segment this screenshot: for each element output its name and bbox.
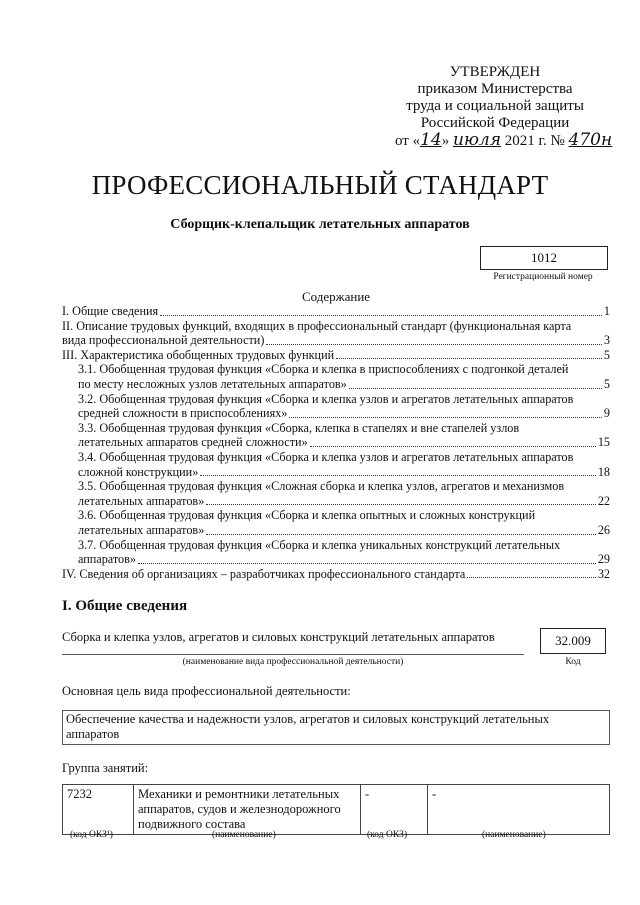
toc-page: 22 (597, 493, 610, 508)
handwritten-order-number: 470н (568, 130, 613, 150)
toc-page: 3 (603, 333, 610, 348)
registration-number-box: 1012 (480, 246, 608, 270)
goal-label: Основная цель вида профессиональной деятельности: (62, 684, 351, 698)
registration-number-label: Регистрационный номер (493, 272, 593, 282)
toc-entry-text-line1: 3.6. Обобщенная трудовая функция «Сборка и клепка опытных и сложных конструкций (78, 508, 536, 523)
toc-entry-text: I. Общие сведения (62, 304, 159, 318)
toc-entry-text-line1: 3.3. Обобщенная трудовая функция «Сборка, клепка в стапелях и вне стапелей узлов (78, 420, 520, 435)
caption-name1: (наименование) (212, 830, 276, 840)
okz-name-cell: Механики и ремонтники летательных аппаратов, судов и железнодорожного подвижного состава (134, 785, 361, 835)
caption-name2: (наименование) (482, 830, 546, 840)
toc-entry-3-7[interactable] (62, 538, 610, 567)
toc-page: 9 (603, 406, 610, 421)
okz-code-cell-2: - (361, 785, 428, 835)
toc-entry-3-3[interactable] (62, 421, 610, 450)
toc-entry-text-line1: II. Описание трудовых функций, входящих в профессиональный стандарт (функциональная карта (62, 318, 572, 333)
toc-entry-text: летательных аппаратов» (78, 522, 205, 537)
toc-entry-text: III. Характеристика обобщенных трудовых функций (62, 347, 335, 362)
toc-entry-text-line1: 3.5. Обобщенная трудовая функция «Сложная сборка и клепка узлов, агрегатов и механизмов (78, 479, 565, 494)
okz-name-cell-2: - (428, 785, 610, 835)
activity-code-box: 32.009 (540, 628, 606, 654)
toc-entry-3-4[interactable] (62, 450, 610, 479)
occupation-group-label: Группа занятий: (62, 761, 149, 775)
date-prefix: от « (395, 133, 421, 149)
section-heading: I. Общие сведения (62, 598, 188, 614)
toc-entry-3-2[interactable] (62, 392, 610, 421)
approval-date-line (395, 130, 613, 150)
toc-entry-text-line1: 3.4. Обобщенная трудовая функция «Сборка и клепка узлов и агрегатов летательных аппаратов (78, 449, 574, 464)
toc-entry-text: сложной конструкции» (78, 464, 199, 479)
activity-underline (62, 654, 524, 655)
occupation-group-table (62, 784, 610, 835)
toc-page: 5 (603, 376, 610, 391)
okz-code-cell: 7232 (63, 785, 134, 835)
toc-entry-text: летательных аппаратов» (78, 493, 205, 508)
standard-name: Сборщик-клепальщик летательных аппаратов (170, 217, 470, 232)
toc-entry-text-line1: 3.1. Обобщенная трудовая функция «Сборка и клепка в приспособлениях с подгонкой деталей (78, 362, 569, 377)
toc-page: 18 (597, 464, 610, 479)
toc-entry-3-1[interactable] (62, 362, 610, 391)
toc-entry-text: летательных аппаратов средней сложности» (78, 435, 308, 450)
toc-entry-text: IV. Сведения об организациях – разработчиках профессионального стандарта (62, 566, 466, 581)
toc-entry-1[interactable] (62, 304, 610, 319)
toc-entry-4[interactable] (62, 567, 610, 582)
toc-page: 32 (597, 566, 610, 581)
activity-code-caption: Код (565, 657, 581, 667)
goal-text: Обеспечение качества и надежности узлов, агрегатов и силовых конструкций летательных аппаратов (66, 712, 550, 741)
toc-entry-text: вида профессиональной деятельности) (62, 333, 265, 348)
table-row (63, 785, 610, 835)
toc-page: 1 (603, 304, 610, 318)
toc-entry-2[interactable] (62, 319, 610, 348)
toc-page: 29 (597, 552, 610, 567)
approval-line-1: УТВЕРЖДЕН (449, 64, 541, 80)
caption-code2: (код ОКЗ) (367, 830, 408, 840)
activity-name: Сборка и клепка узлов, агрегатов и силовых конструкций летательных аппаратов (62, 630, 495, 644)
approval-line-3: труда и социальной защиты (406, 98, 584, 114)
toc-entry-text-line1: 3.7. Обобщенная трудовая функция «Сборка и клепка уникальных конструкций летательных (78, 537, 561, 552)
toc-page: 5 (603, 347, 610, 362)
handwritten-day: 14 (420, 130, 442, 150)
handwritten-month: июля (453, 130, 501, 150)
approval-block (395, 64, 613, 150)
approval-line-4: Российской Федерации (420, 115, 570, 131)
toc-entry-3-6[interactable] (62, 508, 610, 537)
toc-entry-text-line1: 3.2. Обобщенная трудовая функция «Сборка и клепка узлов и агрегатов летательных аппаратов (78, 391, 574, 406)
toc-page: 26 (597, 522, 610, 537)
toc-entry-3-5[interactable] (62, 479, 610, 508)
toc-entry-text: по месту несложных узлов летательных аппаратов» (78, 376, 347, 391)
toc-title: Содержание (301, 289, 371, 304)
caption-code1: (код ОКЗ¹) (70, 830, 113, 840)
document-title: ПРОФЕССИОНАЛЬНЫЙ СТАНДАРТ (91, 170, 549, 200)
toc-entry-text: средней сложности в приспособлениях» (78, 406, 288, 421)
date-mid: » (441, 133, 450, 149)
date-year: 2021 г. № (504, 133, 565, 149)
approval-line-2: приказом Министерства (417, 81, 573, 97)
activity-caption: (наименование вида профессиональной деятельности) (182, 657, 404, 667)
toc-entry-3[interactable] (62, 348, 610, 363)
toc-page: 15 (597, 435, 610, 450)
table-of-contents (62, 304, 610, 581)
toc-entry-text: аппаратов» (78, 552, 136, 567)
